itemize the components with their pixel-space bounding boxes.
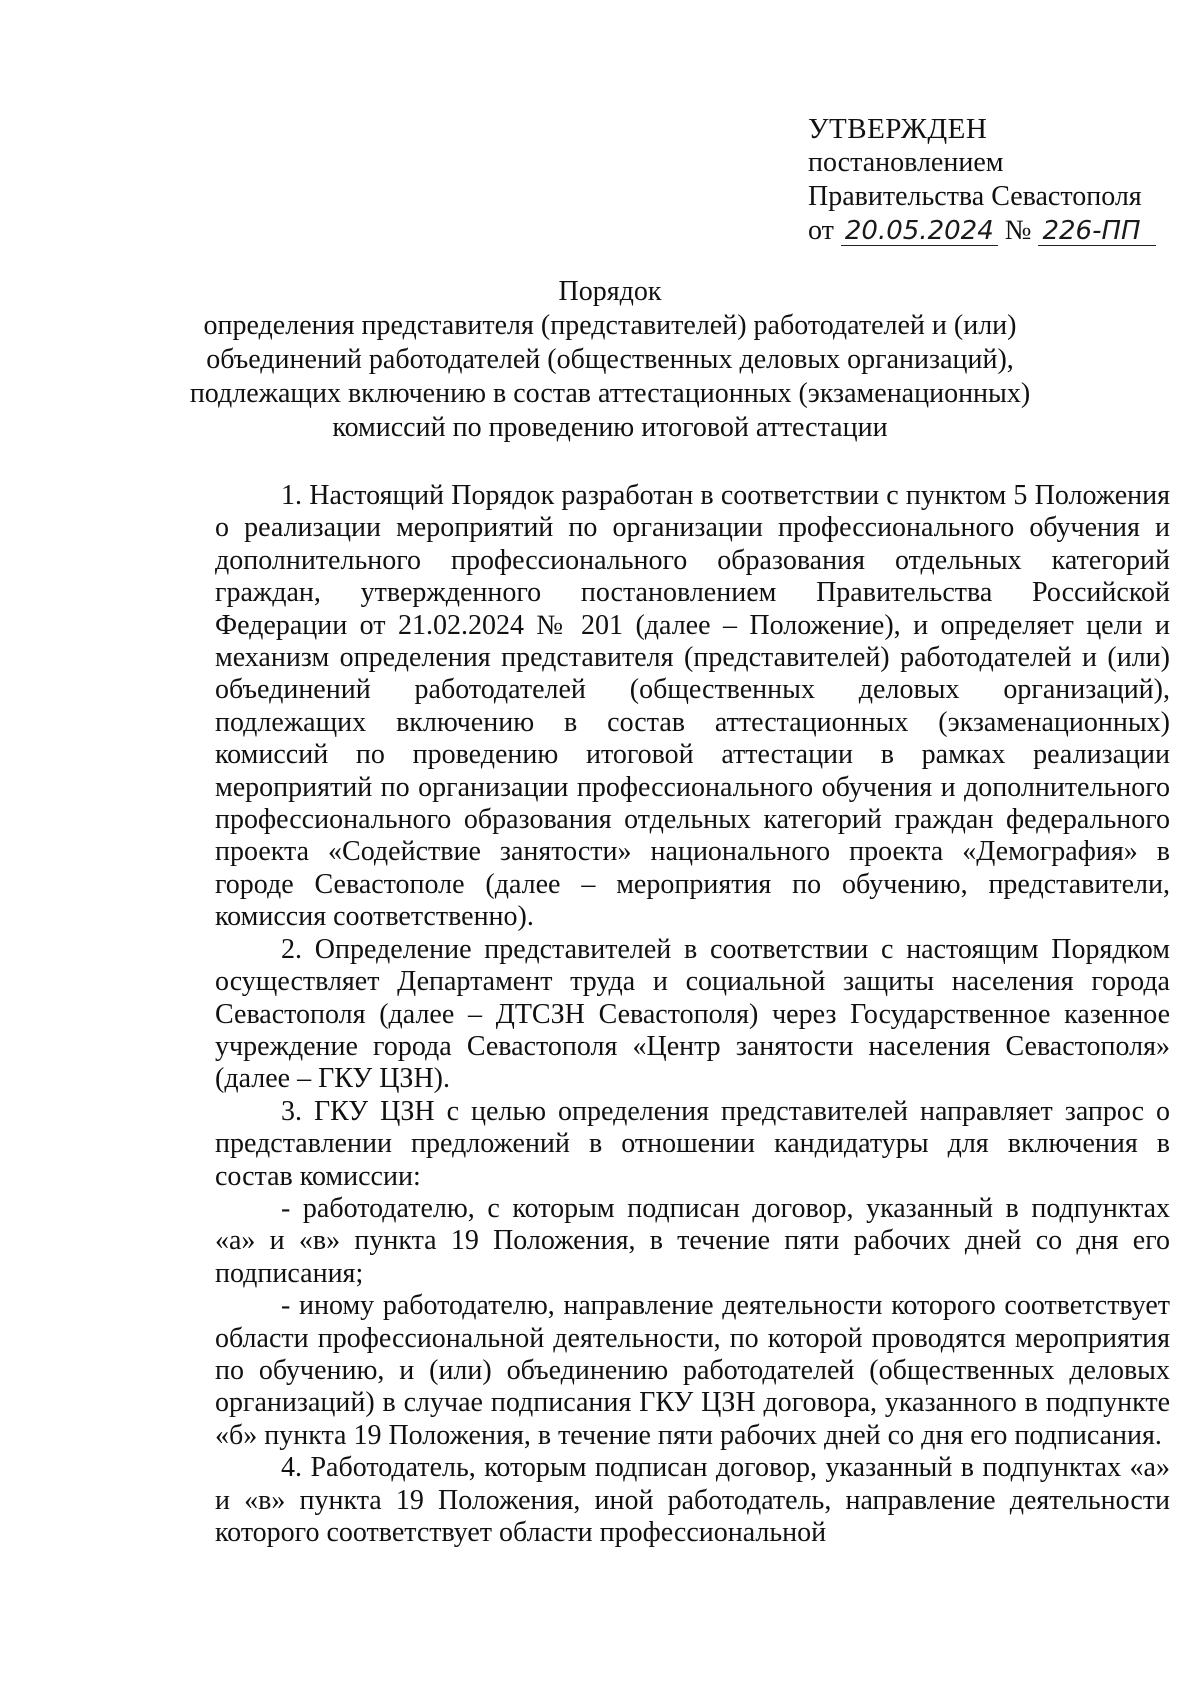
title-line-3: подлежащих включению в состав аттестационных (экзаменационных)	[189, 378, 1031, 409]
paragraph-3-item-b: - иному работодателю, направление деятельности которого соответствует области профессиональной деятельности, по которой проводятся мероприятия по обучению, и (или) объединению работодателей (общественных деловых организаций) в случае подписания ГКУ ЦЗН договора, указанного в подпункте «б» пункта 19 Положения, в течение пяти рабочих дней со дня его подписания.	[215, 1290, 1170, 1451]
title-line-1: определения представителя (представителей) работодателей и (или)	[203, 310, 1017, 341]
handwritten-date: 20.05.2024	[841, 217, 998, 246]
document-body	[215, 480, 1170, 1549]
paragraph-3-item-a: - работодателю, с которым подписан договор, указанный в подпунктах «а» и «в» пункта 19 Положения, в течение пяти рабочих дней со дня его подписания;	[215, 1192, 1170, 1289]
approval-line-government: Правительства Севастополя	[808, 181, 1142, 212]
title-line-4: комиссий по проведению итоговой аттестации	[332, 412, 888, 443]
paragraph-4: 4. Работодатель, которым подписан договор, указанный в подпунктах «а» и «в» пункта 19 Положения, иной работодатель, направление деятельности которого соответствует области профессиональной	[215, 1452, 1170, 1548]
number-prefix: №	[1004, 215, 1032, 246]
date-prefix: от	[808, 215, 834, 246]
handwritten-number: 226-ПП	[1038, 217, 1156, 246]
paragraph-1: 1. Настоящий Порядок разработан в соответствии с пунктом 5 Положения о реализации мероприятий по организации профессионального обучения и дополнительного профессионального образования отдельных категорий граждан, утвержденного постановлением Правительства Российской Федерации от 21.02.2024 № 201 (далее – Положение), и определяет цели и механизм определения представителя (представителей) работодателей и (или) объединений работодателей (общественных деловых организаций), подлежащих включению в состав аттестационных (экзаменационных) комиссий по проведению итоговой аттестации в рамках реализации мероприятий по организации профессионального обучения и дополнительного профессионального образования отдельных категорий граждан федерального проекта «Содействие занятости» национального проекта «Демография» в городе Севастополе (далее – мероприятия по обучению, представители, комиссия соответственно).	[215, 480, 1170, 933]
paragraph-2: 2. Определение представителей в соответствии с настоящим Порядком осуществляет Департамент труда и социальной защиты населения города Севастополя (далее – ДТСЗН Севастополя) через Государственное казенное учреждение города Севастополя «Центр занятости населения Севастополя» (далее – ГКУ ЦЗН).	[215, 933, 1170, 1095]
document-title	[180, 275, 1040, 445]
paragraph-3: 3. ГКУ ЦЗН с целью определения представителей направляет запрос о представлении предложений в отношении кандидатуры для включения в состав комиссии:	[215, 1095, 1170, 1192]
approval-date-line	[808, 214, 1156, 248]
approval-block	[808, 112, 1156, 248]
approval-line-resolution: постановлением	[808, 147, 1004, 178]
title-heading: Порядок	[558, 276, 662, 307]
approval-stamp: УТВЕРЖДЕН	[808, 113, 988, 145]
title-line-2: объединений работодателей (общественных деловых организаций),	[206, 344, 1014, 375]
